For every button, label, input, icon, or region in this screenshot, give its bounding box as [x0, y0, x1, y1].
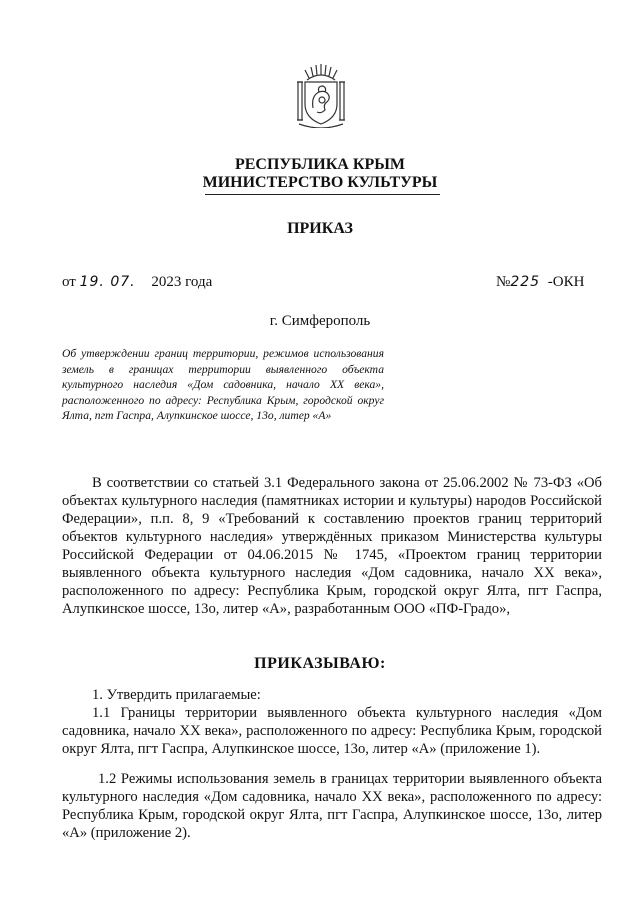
- list-item: 1. Утвердить прилагаемые:: [92, 687, 261, 703]
- order-heading: ПРИКАЗЫВАЮ:: [254, 655, 386, 672]
- number-handwritten: 225: [510, 274, 541, 290]
- crimea-coat-of-arms-icon: [295, 64, 347, 128]
- list-item: 1.1 Границы территории выявленного объекта культурного наследия «Дом садовника, начало XX века», расположенного по адресу: Республика Крым, городской округ Ялта, пгт Гаспра, Алупкинское шоссе, 13о, литер «А» (приложение 1).: [62, 705, 602, 757]
- document-type: ПРИКАЗ: [287, 220, 353, 237]
- header-republic: РЕСПУБЛИКА КРЫМ: [234, 156, 406, 173]
- header-ministry: МИНИСТЕРСТВО КУЛЬТУРЫ: [202, 174, 438, 191]
- list-item: 1.2 Режимы использования земель в границах территории выявленного объекта культурного наследия «Дом садовника, начало XX века», расположенного по адресу: Республика Крым, городской округ Ялта, пгт Гаспра, Алупкинское шоссе, 13о, литер «А» (приложение 2).: [62, 771, 602, 841]
- date-year: 2023 года: [151, 274, 213, 290]
- order-subject: Об утверждении границ территории, режимов использования земель в границах территории выявленного объекта культурного наследия «Дом садовника, начало XX века», расположенного по адресу: Республика Крым, городской округ Ялта, пгт Гаспра, Алупкинское шоссе, 13о, литер «А»: [62, 347, 384, 422]
- header-underline: [205, 194, 440, 195]
- order-date: [62, 274, 212, 291]
- city: г. Симферополь: [269, 313, 371, 329]
- date-prefix: от: [62, 274, 76, 290]
- number-suffix: -ОКН: [547, 274, 585, 290]
- number-prefix: №: [496, 274, 511, 290]
- date-handwritten: 19. 07.: [79, 274, 136, 290]
- order-number: [496, 274, 584, 291]
- preamble-paragraph: В соответствии со статьей 3.1 Федерального закона от 25.06.2002 № 73-ФЗ «Об объектах культурного наследия (памятниках истории и культуры) народов Российской Федерации», п.п. 8, 9 «Требований к составлению проектов границ территорий объектов культурного наследия» утверждённых приказом Министерства культуры Российской Федерации от 04.06.2015 № 1745, «Проектом границ территории выявленного объекта культурного наследия «Дом садовника, начало XX века», расположенного по адресу: Республика Крым, городской округ Ялта, пгт Гаспра, Алупкинское шоссе, 13о, литер «А», разработанным ООО «ПФ-Градо»,: [62, 475, 602, 617]
